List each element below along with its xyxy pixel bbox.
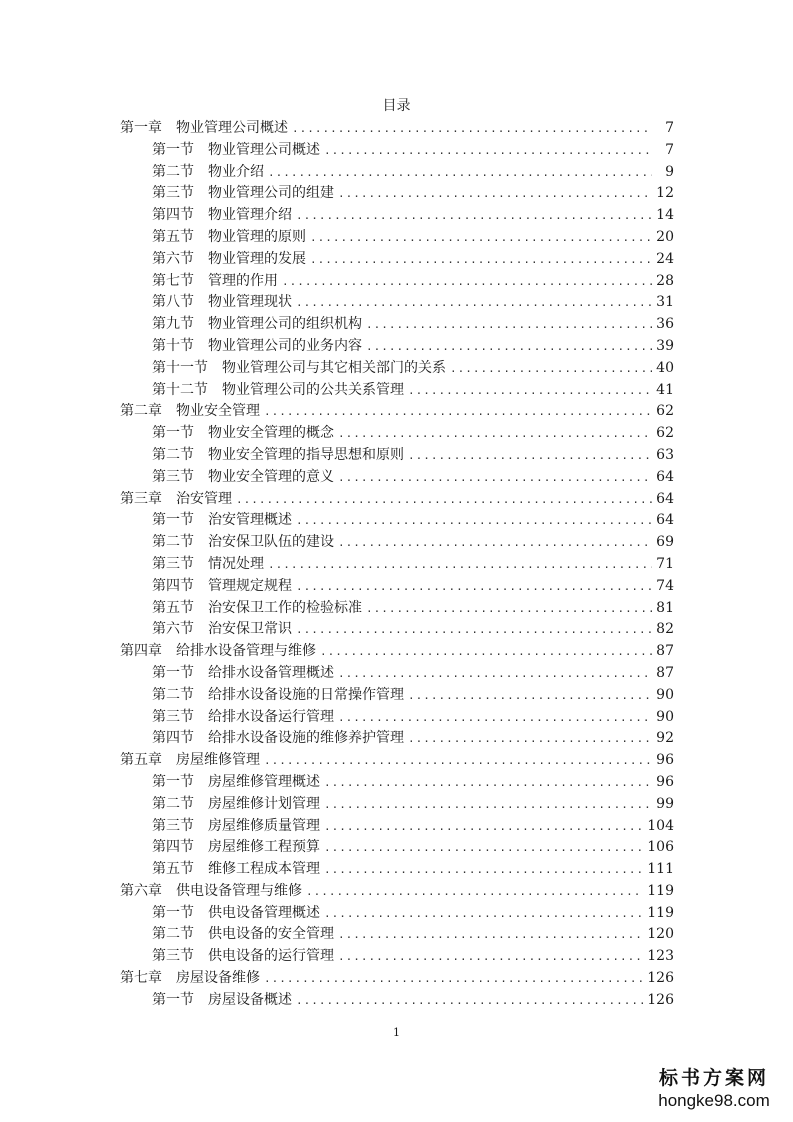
toc-section-entry[interactable] — [120, 663, 674, 685]
toc-entry-number: 第一章 — [120, 120, 162, 136]
toc-section-entry[interactable] — [120, 598, 674, 620]
toc-entry-number: 第一节 — [152, 773, 194, 790]
toc-dot-leader — [296, 990, 643, 1012]
toc-entry-page: 111 — [647, 861, 674, 878]
toc-entry-number: 第六章 — [120, 882, 162, 899]
toc-section-entry[interactable] — [120, 772, 674, 794]
toc-section-entry[interactable] — [120, 946, 674, 968]
toc-entry-page: 14 — [656, 207, 674, 224]
toc-entry-page: 90 — [656, 708, 674, 725]
toc-entry-page: 41 — [656, 381, 674, 398]
toc-entry-title: 供电设备的运行管理 — [208, 948, 334, 965]
toc-entry-title: 物业管理公司的业务内容 — [208, 337, 362, 354]
toc-entry-page: 120 — [647, 926, 674, 943]
toc-section-entry[interactable] — [120, 336, 674, 358]
toc-chapter-entry[interactable] — [120, 641, 674, 663]
toc-dot-leader — [296, 619, 652, 641]
toc-dot-leader — [320, 641, 652, 663]
toc-section-entry[interactable] — [120, 423, 674, 445]
toc-entry-number: 第十一节 — [152, 359, 208, 376]
toc-entry-page: 62 — [656, 425, 674, 442]
toc-entry-label — [152, 314, 362, 336]
toc-entry-number: 第三节 — [152, 185, 194, 202]
toc-entry-title: 物业安全管理 — [176, 403, 260, 420]
toc-entry-number: 第一节 — [152, 904, 194, 921]
toc-entry-title: 物业安全管理的指导思想和原则 — [208, 446, 404, 463]
toc-entry-number: 第四节 — [152, 730, 194, 747]
toc-entry-page: 96 — [656, 752, 674, 769]
toc-entry-page: 69 — [656, 534, 674, 551]
toc-dot-leader — [324, 794, 652, 816]
toc-section-entry[interactable] — [120, 314, 674, 336]
toc-entry-label — [152, 183, 334, 205]
toc-section-entry[interactable] — [120, 292, 674, 314]
toc-entry-title: 物业介绍 — [208, 163, 264, 180]
toc-entry-number: 第三节 — [152, 555, 194, 572]
toc-entry-number: 第一节 — [152, 664, 194, 681]
toc-section-entry[interactable] — [120, 685, 674, 707]
toc-entry-page: 99 — [656, 795, 674, 812]
toc-entry-number: 第十节 — [152, 337, 194, 354]
toc-entry-label — [152, 685, 404, 707]
toc-entry-page: 82 — [656, 621, 674, 638]
toc-dot-leader — [338, 707, 652, 729]
toc-entry-label — [120, 401, 260, 423]
toc-section-entry[interactable] — [120, 707, 674, 729]
toc-section-entry[interactable] — [120, 903, 674, 925]
toc-dot-leader — [408, 728, 652, 750]
toc-dot-leader — [450, 358, 652, 380]
toc-dot-leader — [408, 685, 652, 707]
toc-entry-page: 63 — [656, 446, 674, 463]
toc-entry-title: 给排水设备运行管理 — [208, 708, 334, 725]
toc-section-entry[interactable] — [120, 467, 674, 489]
toc-entry-title: 给排水设备管理与维修 — [176, 643, 316, 660]
toc-chapter-entry[interactable] — [120, 118, 674, 140]
toc-entry-title: 房屋维修工程预算 — [208, 839, 320, 856]
toc-entry-number: 第一节 — [152, 141, 194, 158]
toc-entry-number: 第七节 — [152, 272, 194, 289]
toc-entry-page: 7 — [665, 141, 674, 158]
toc-entry-label — [152, 772, 320, 794]
toc-entry-title: 物业安全管理的概念 — [208, 425, 334, 442]
toc-dot-leader — [324, 140, 652, 162]
toc-entry-label — [152, 837, 320, 859]
toc-entry-label — [152, 162, 264, 184]
toc-section-entry[interactable] — [120, 380, 674, 402]
toc-entry-title: 治安管理 — [176, 490, 232, 507]
toc-entry-page: 64 — [656, 512, 674, 529]
toc-entry-label — [120, 118, 288, 140]
toc-entry-page: 64 — [656, 490, 674, 507]
toc-entry-title: 治安保卫常识 — [208, 621, 292, 638]
toc-entry-title: 房屋维修计划管理 — [208, 795, 320, 812]
watermark — [649, 1066, 779, 1112]
toc-entry-title: 物业管理公司概述 — [176, 120, 288, 136]
toc-entry-number: 第四节 — [152, 839, 194, 856]
toc-entry-label — [152, 816, 320, 838]
toc-dot-leader — [338, 946, 643, 968]
toc-chapter-entry[interactable] — [120, 401, 674, 423]
toc-section-entry[interactable] — [120, 837, 674, 859]
toc-entry-page: 104 — [647, 817, 674, 834]
toc-entry-title: 房屋维修管理 — [176, 752, 260, 769]
toc-entry-page: 119 — [647, 904, 674, 921]
toc-entry-page: 62 — [656, 403, 674, 420]
toc-chapter-entry[interactable] — [120, 489, 674, 511]
toc-section-entry[interactable] — [120, 794, 674, 816]
toc-entry-number: 第一节 — [152, 991, 194, 1008]
toc-dot-leader — [338, 467, 652, 489]
toc-entry-page: 123 — [647, 948, 674, 965]
toc-entry-page: 9 — [665, 163, 674, 180]
toc-entry-number: 第十二节 — [152, 381, 208, 398]
toc-section-entry[interactable] — [120, 924, 674, 946]
toc-entry-title: 维修工程成本管理 — [208, 861, 320, 878]
toc-entry-title: 物业管理的原则 — [208, 228, 306, 245]
toc-entry-label — [152, 598, 362, 620]
toc-dot-leader — [408, 380, 652, 402]
toc-entry-title: 物业管理现状 — [208, 294, 292, 311]
toc-entry-page: 96 — [656, 773, 674, 790]
toc-entry-title: 治安管理概述 — [208, 512, 292, 529]
toc-entry-label — [152, 467, 334, 489]
toc-dot-leader — [310, 249, 652, 271]
toc-dot-leader — [268, 554, 652, 576]
toc-section-entry[interactable] — [120, 183, 674, 205]
toc-entry-title: 物业安全管理的意义 — [208, 468, 334, 485]
toc-dot-leader — [296, 510, 652, 532]
toc-dot-leader — [236, 489, 652, 511]
toc-entry-label — [152, 227, 306, 249]
toc-entry-label — [152, 663, 334, 685]
toc-entry-label — [152, 249, 306, 271]
toc-entry-label — [120, 968, 260, 990]
toc-section-entry[interactable] — [120, 532, 674, 554]
toc-entry-label — [152, 990, 292, 1012]
toc-dot-leader — [264, 968, 643, 990]
toc-entry-page: 126 — [647, 970, 674, 987]
toc-section-entry[interactable] — [120, 227, 674, 249]
toc-entry-title: 管理规定规程 — [208, 577, 292, 594]
toc-entry-label — [120, 489, 232, 511]
toc-entry-page: 90 — [656, 686, 674, 703]
toc-entry-title: 情况处理 — [208, 555, 264, 572]
toc-entry-number: 第二章 — [120, 403, 162, 420]
toc-entry-page: 87 — [656, 643, 674, 660]
toc-entry-title: 房屋设备概述 — [208, 991, 292, 1008]
toc-entry-page: 40 — [656, 359, 674, 376]
toc-entry-number: 第六节 — [152, 250, 194, 267]
table-of-contents — [120, 118, 674, 1012]
toc-entry-label — [120, 750, 260, 772]
toc-entry-label — [152, 576, 292, 598]
toc-section-entry[interactable] — [120, 510, 674, 532]
toc-entry-label — [152, 271, 278, 293]
toc-entry-title: 物业管理介绍 — [208, 207, 292, 224]
toc-entry-title: 物业管理公司与其它相关部门的关系 — [222, 359, 446, 376]
toc-dot-leader — [366, 598, 652, 620]
toc-entry-title: 给排水设备设施的日常操作管理 — [208, 686, 404, 703]
toc-entry-number: 第五节 — [152, 861, 194, 878]
toc-chapter-entry[interactable] — [120, 750, 674, 772]
toc-dot-leader — [264, 750, 652, 772]
toc-entry-number: 第九节 — [152, 316, 194, 333]
toc-dot-leader — [366, 336, 652, 358]
toc-entry-number: 第二节 — [152, 686, 194, 703]
toc-entry-page: 39 — [656, 337, 674, 354]
toc-entry-title: 给排水设备管理概述 — [208, 664, 334, 681]
toc-entry-number: 第五章 — [120, 752, 162, 769]
toc-entry-number: 第三节 — [152, 948, 194, 965]
toc-entry-number: 第三节 — [152, 817, 194, 834]
toc-entry-label — [152, 510, 292, 532]
toc-section-entry[interactable] — [120, 205, 674, 227]
toc-entry-title: 房屋维修管理概述 — [208, 773, 320, 790]
toc-chapter-entry[interactable] — [120, 881, 674, 903]
toc-entry-number: 第四节 — [152, 207, 194, 224]
toc-entry-number: 第二节 — [152, 446, 194, 463]
toc-entry-label — [152, 946, 334, 968]
toc-dot-leader — [282, 271, 652, 293]
toc-dot-leader — [338, 423, 652, 445]
toc-entry-label — [120, 881, 302, 903]
toc-dot-leader — [338, 663, 652, 685]
toc-dot-leader — [306, 881, 643, 903]
toc-entry-title: 供电设备的安全管理 — [208, 926, 334, 943]
toc-entry-label — [152, 358, 446, 380]
toc-entry-title: 管理的作用 — [208, 272, 278, 289]
toc-entry-page: 7 — [665, 120, 674, 136]
toc-entry-page: 92 — [656, 730, 674, 747]
toc-section-entry[interactable] — [120, 445, 674, 467]
toc-entry-page: 87 — [656, 664, 674, 681]
toc-entry-label — [152, 532, 334, 554]
toc-dot-leader — [338, 924, 643, 946]
toc-entry-number: 第二节 — [152, 163, 194, 180]
toc-entry-title: 给排水设备设施的维修养护管理 — [208, 730, 404, 747]
toc-entry-number: 第四节 — [152, 577, 194, 594]
page-title: 目录 — [382, 98, 411, 114]
toc-section-entry[interactable] — [120, 816, 674, 838]
watermark-site-name: 标书方案网 — [658, 1067, 769, 1089]
toc-entry-number: 第五节 — [152, 599, 194, 616]
toc-entry-page: 20 — [656, 228, 674, 245]
watermark-url: hongke98.com — [658, 1091, 770, 1110]
toc-dot-leader — [268, 162, 652, 184]
toc-entry-number: 第七章 — [120, 970, 162, 987]
toc-entry-page: 74 — [656, 577, 674, 594]
page-number: 1 — [393, 1026, 400, 1039]
toc-entry-number: 第二节 — [152, 534, 194, 551]
toc-dot-leader — [324, 772, 652, 794]
toc-entry-number: 第三章 — [120, 490, 162, 507]
toc-entry-label — [152, 859, 320, 881]
toc-entry-number: 第五节 — [152, 228, 194, 245]
toc-entry-number: 第一节 — [152, 512, 194, 529]
toc-entry-number: 第一节 — [152, 425, 194, 442]
toc-section-entry[interactable] — [120, 728, 674, 750]
toc-entry-page: 81 — [656, 599, 674, 616]
toc-entry-title: 物业管理公司的组建 — [208, 185, 334, 202]
toc-entry-label — [152, 924, 334, 946]
toc-dot-leader — [324, 837, 643, 859]
toc-section-entry[interactable] — [120, 576, 674, 598]
toc-chapter-entry[interactable] — [120, 968, 674, 990]
toc-entry-label — [152, 423, 334, 445]
toc-entry-title: 物业管理公司的组织机构 — [208, 316, 362, 333]
toc-section-entry[interactable] — [120, 249, 674, 271]
toc-section-entry[interactable] — [120, 140, 674, 162]
toc-entry-title: 供电设备管理与维修 — [176, 882, 302, 899]
toc-entry-number: 第二节 — [152, 795, 194, 812]
toc-section-entry[interactable] — [120, 358, 674, 380]
toc-entry-label — [152, 336, 362, 358]
toc-entry-page: 119 — [647, 882, 674, 899]
toc-entry-title: 房屋维修质量管理 — [208, 817, 320, 834]
toc-section-entry[interactable] — [120, 554, 674, 576]
toc-dot-leader — [310, 227, 652, 249]
toc-dot-leader — [324, 859, 643, 881]
toc-entry-title: 物业管理的发展 — [208, 250, 306, 267]
toc-dot-leader — [296, 292, 652, 314]
toc-entry-page: 28 — [656, 272, 674, 289]
toc-entry-label — [120, 641, 316, 663]
toc-entry-page: 24 — [656, 250, 674, 267]
toc-entry-number: 第二节 — [152, 926, 194, 943]
toc-entry-label — [152, 707, 334, 729]
toc-entry-page: 106 — [647, 839, 674, 856]
toc-dot-leader — [338, 532, 652, 554]
toc-entry-number: 第八节 — [152, 294, 194, 311]
toc-dot-leader — [338, 183, 652, 205]
toc-entry-label — [152, 445, 404, 467]
toc-dot-leader — [324, 903, 643, 925]
toc-entry-number: 第三节 — [152, 708, 194, 725]
toc-entry-label — [152, 140, 320, 162]
toc-dot-leader — [296, 205, 652, 227]
toc-dot-leader — [324, 816, 643, 838]
toc-entry-number: 第三节 — [152, 468, 194, 485]
toc-section-entry[interactable] — [120, 859, 674, 881]
toc-entry-title: 治安保卫工作的检验标准 — [208, 599, 362, 616]
toc-entry-label — [152, 903, 320, 925]
toc-entry-page: 31 — [656, 294, 674, 311]
toc-section-entry[interactable] — [120, 619, 674, 641]
toc-entry-label — [152, 728, 404, 750]
toc-entry-page: 126 — [647, 991, 674, 1008]
toc-entry-label — [152, 554, 264, 576]
toc-entry-title: 物业管理公司概述 — [208, 141, 320, 158]
toc-entry-title: 治安保卫队伍的建设 — [208, 534, 334, 551]
toc-entry-label — [152, 292, 292, 314]
toc-entry-label — [152, 794, 320, 816]
toc-dot-leader — [296, 576, 652, 598]
toc-entry-page: 71 — [656, 555, 674, 572]
toc-entry-page: 36 — [656, 316, 674, 333]
toc-entry-number: 第六节 — [152, 621, 194, 638]
toc-section-entry[interactable] — [120, 162, 674, 184]
toc-entry-label — [152, 380, 404, 402]
toc-entry-label — [152, 205, 292, 227]
toc-section-entry[interactable] — [120, 271, 674, 293]
toc-entry-page: 12 — [656, 185, 674, 202]
toc-dot-leader — [408, 445, 652, 467]
toc-section-entry[interactable] — [120, 990, 674, 1012]
toc-dot-leader — [292, 118, 652, 140]
toc-entry-title: 物业管理公司的公共关系管理 — [222, 381, 404, 398]
toc-entry-page: 64 — [656, 468, 674, 485]
toc-dot-leader — [264, 401, 652, 423]
toc-entry-title: 供电设备管理概述 — [208, 904, 320, 921]
toc-entry-title: 房屋设备维修 — [176, 970, 260, 987]
toc-entry-label — [152, 619, 292, 641]
toc-entry-number: 第四章 — [120, 643, 162, 660]
toc-dot-leader — [366, 314, 652, 336]
